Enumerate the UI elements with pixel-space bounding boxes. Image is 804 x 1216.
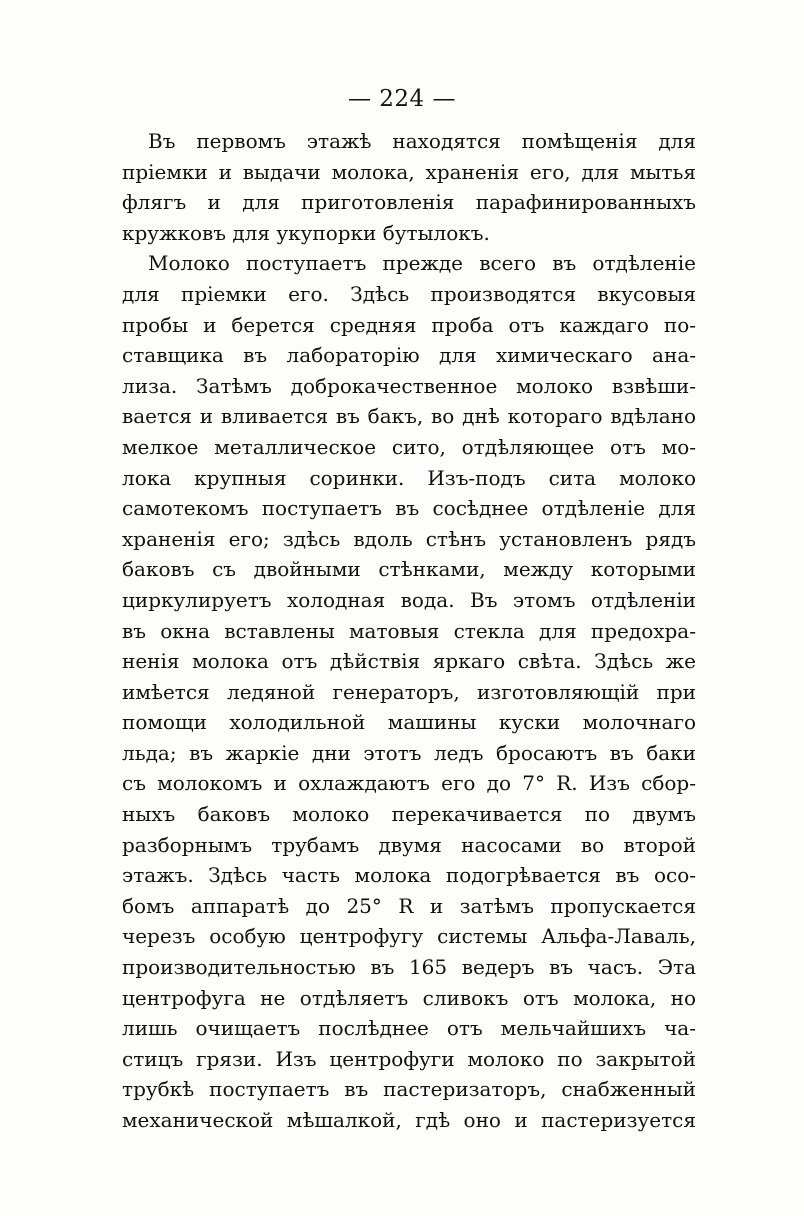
text-line: храненія его; здѣсь вдоль стѣнъ установленъ рядъ bbox=[122, 526, 696, 551]
text-line: лишь очищаетъ послѣднее отъ мельчайшихъ ча- bbox=[122, 1016, 696, 1041]
text-line: разборнымъ трубамъ двумя насосами во второй bbox=[122, 832, 696, 857]
text-line: черезъ особую центрофугу системы Альфа-Лаваль, bbox=[122, 924, 696, 949]
text-line: льда; въ жаркіе дни этотъ ледъ бросаютъ въ баки bbox=[122, 740, 696, 765]
text-line: Молоко поступаетъ прежде всего въ отдѣленіе bbox=[148, 251, 696, 276]
text-line: лиза. Затѣмъ доброкачественное молоко взвѣши- bbox=[122, 373, 696, 398]
text-line: вается и вливается въ бакъ, во днѣ котораго вдѣлано bbox=[122, 404, 696, 429]
paragraph bbox=[122, 248, 696, 1135]
text-line: лока крупныя соринки. Изъ-подъ сита молоко bbox=[122, 465, 696, 490]
text-line: въ окна вставлены матовыя стекла для предохра- bbox=[122, 618, 696, 643]
text-line: Въ первомъ этажѣ находятся помѣщенія для bbox=[148, 129, 696, 153]
text-line: ненія молока отъ дѣйствія яркаго свѣта. Здѣсь же bbox=[122, 649, 696, 674]
text-line: для пріемки его. Здѣсь производятся вкусовыя bbox=[122, 281, 696, 306]
text-line: бомъ аппаратѣ до 25° R и затѣмъ пропускается bbox=[122, 893, 696, 918]
text-line: производительностью въ 165 ведеръ въ часъ. Эта bbox=[122, 955, 696, 980]
body-text bbox=[122, 126, 696, 1136]
text-line: механической мѣшалкой, гдѣ оно и пастеризуется bbox=[122, 1108, 696, 1132]
page-number: — 224 — bbox=[347, 86, 457, 112]
paragraph bbox=[122, 126, 696, 248]
text-line: центрофуга не отдѣляетъ сливокъ отъ молока, но bbox=[122, 985, 696, 1010]
text-line: помощи холодильной машины куски молочнаго bbox=[122, 710, 696, 735]
text-line: флягъ и для приготовленія парафинированныхъ bbox=[122, 190, 696, 215]
text-line: стицъ грязи. Изъ центрофуги молоко по закрытой bbox=[122, 1046, 696, 1071]
text-line: ныхъ баковъ молоко перекачивается по двумъ bbox=[122, 802, 696, 827]
text-line: съ молокомъ и охлаждаютъ его до 7° R. Изъ сбор- bbox=[122, 771, 696, 796]
text-line: мелкое металлическое сито, отдѣляющее отъ мо- bbox=[122, 434, 696, 459]
text-line: кружковъ для укупорки бутылокъ. bbox=[122, 220, 490, 245]
text-line: самотекомъ поступаетъ въ сосѣднее отдѣленіе для bbox=[122, 496, 696, 521]
text-line: ставщика въ лабораторію для химическаго ана- bbox=[122, 343, 696, 368]
text-line: пріемки и выдачи молока, храненія его, для мытья bbox=[122, 159, 696, 184]
text-line: трубкѣ поступаетъ въ пастеризаторъ, снабженный bbox=[122, 1077, 696, 1102]
text-line: циркулируетъ холодная вода. Въ этомъ отдѣленіи bbox=[122, 587, 696, 612]
text-line: этажъ. Здѣсь часть молока подогрѣвается въ осо- bbox=[122, 863, 696, 888]
text-line: имѣется ледяной генераторъ, изготовляющій при bbox=[122, 679, 696, 704]
text-line: баковъ съ двойными стѣнками, между которыми bbox=[122, 557, 696, 582]
text-line: пробы и берется средняя проба отъ каждаго по- bbox=[122, 312, 696, 337]
